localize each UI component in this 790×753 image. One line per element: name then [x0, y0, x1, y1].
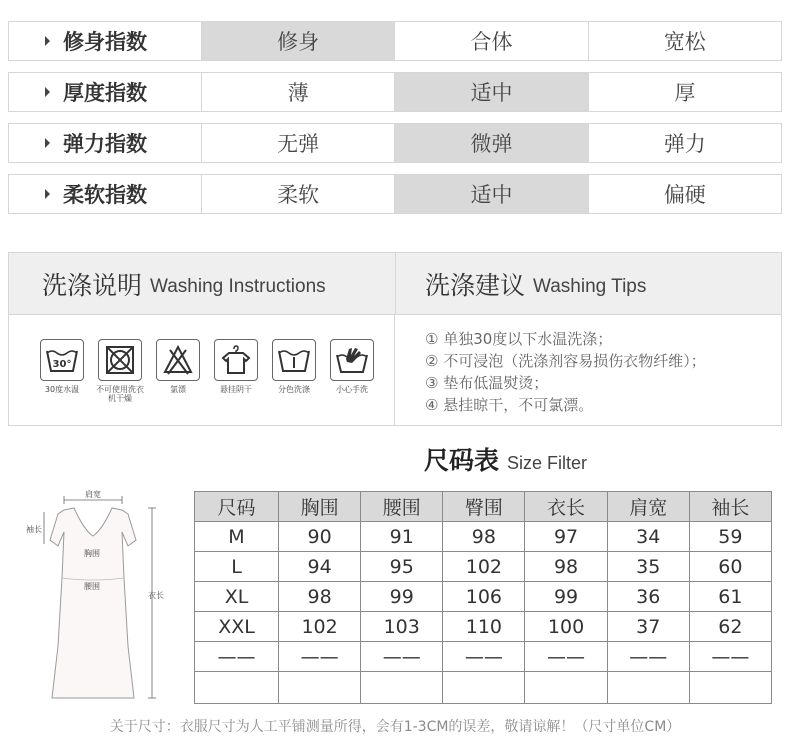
tip-line: ④ 悬挂晾干，不可氯漂。	[425, 396, 594, 414]
table-cell: 60	[689, 552, 771, 582]
table-cell: 98	[443, 522, 525, 552]
table-cell: 90	[279, 522, 361, 552]
separate-wash-icon	[272, 339, 316, 381]
diagram-label-shoulder: 肩宽	[85, 490, 101, 499]
table-cell: ——	[607, 642, 689, 672]
table-cell: L	[195, 552, 279, 582]
table-cell: XXL	[195, 612, 279, 642]
table-cell: 99	[525, 582, 607, 612]
washing-instructions-heading: 洗涤说明 Washing Instructions	[42, 270, 326, 300]
hang-dry-icon	[214, 339, 258, 381]
header-cell: 袖长	[689, 492, 771, 522]
diagram-label-chest: 胸围	[84, 549, 100, 558]
separate-wash-item: 分色洗涤	[265, 339, 323, 403]
hand-wash-icon	[330, 339, 374, 381]
diagram-label-waist: 腰围	[84, 582, 100, 591]
table-row	[195, 522, 772, 552]
hang-dry-item: 悬挂阴干	[207, 339, 265, 403]
triangle-bullet-icon	[45, 189, 50, 199]
size-table	[194, 491, 772, 704]
table-row	[195, 612, 772, 642]
index-row-thickness	[8, 72, 782, 112]
table-cell: 97	[525, 522, 607, 552]
dress-measurement-diagram	[22, 486, 180, 708]
wash-30-item: 30° 30度水温	[33, 339, 91, 403]
table-cell: 98	[279, 582, 361, 612]
table-row	[195, 642, 772, 672]
index-option: 微弹	[395, 124, 588, 162]
tip-line: ③ 垫布低温熨烫；	[425, 374, 549, 392]
no-tumble-dry-item: 不可使用洗衣机干燥	[91, 339, 149, 403]
triangle-bullet-icon	[45, 36, 50, 46]
index-option: 无弹	[202, 124, 395, 162]
index-option: 适中	[395, 175, 588, 213]
index-option: 偏硬	[663, 183, 706, 207]
table-cell: XL	[195, 582, 279, 612]
index-row-softness	[8, 174, 782, 214]
table-cell	[525, 672, 607, 704]
header-cell: 胸围	[279, 492, 361, 522]
table-cell: 103	[361, 612, 443, 642]
svg-text:30°: 30°	[52, 359, 72, 370]
table-cell	[279, 672, 361, 704]
table-cell: ——	[361, 642, 443, 672]
table-cell: 35	[607, 552, 689, 582]
table-cell: 98	[525, 552, 607, 582]
table-cell: ——	[525, 642, 607, 672]
header-cell: 尺码	[195, 492, 279, 522]
index-label: 厚度指数	[9, 73, 202, 111]
table-cell: 94	[279, 552, 361, 582]
size-note: 关于尺寸：衣服尺寸为人工平铺测量所得，会有1-3CM的误差，敬请谅解！（尺寸单位CM）	[109, 719, 681, 735]
header-cell: 肩宽	[607, 492, 689, 522]
table-cell: 34	[607, 522, 689, 552]
index-option: 修身	[202, 22, 395, 60]
table-row	[195, 552, 772, 582]
header-cell: 臀围	[443, 492, 525, 522]
dress-diagram-svg	[22, 486, 180, 708]
no-bleach-item: 氯漂	[149, 339, 207, 403]
table-cell: 62	[689, 612, 771, 642]
table-cell: M	[195, 522, 279, 552]
table-cell: ——	[443, 642, 525, 672]
wash-30-icon	[40, 339, 84, 381]
index-label: 柔软指数	[9, 175, 202, 213]
index-option: 合体	[395, 22, 588, 60]
table-cell: ——	[279, 642, 361, 672]
table-cell	[443, 672, 525, 704]
washing-tips-list	[425, 328, 706, 416]
table-cell	[195, 672, 279, 704]
no-bleach-icon	[156, 339, 200, 381]
table-cell	[361, 672, 443, 704]
index-option: 宽松	[663, 30, 706, 54]
table-cell: 100	[525, 612, 607, 642]
index-row-elasticity	[8, 123, 782, 163]
table-cell: 102	[279, 612, 361, 642]
triangle-bullet-icon	[45, 87, 50, 97]
table-cell: 59	[689, 522, 771, 552]
table-cell: 110	[443, 612, 525, 642]
index-option: 弹力	[663, 132, 706, 156]
no-tumble-dry-icon	[98, 339, 142, 381]
diagram-label-sleeve: 袖长	[26, 525, 42, 534]
index-option: 薄	[202, 73, 395, 111]
table-cell: 106	[443, 582, 525, 612]
index-row-fit	[8, 21, 782, 61]
header-cell: 腰围	[361, 492, 443, 522]
table-cell: 99	[361, 582, 443, 612]
index-option: 适中	[395, 73, 588, 111]
diagram-label-length: 衣长	[148, 591, 164, 600]
washing-panel	[8, 252, 782, 426]
washing-header	[9, 253, 781, 315]
index-label: 修身指数	[9, 22, 202, 60]
index-option: 厚	[674, 81, 696, 105]
washing-icons-area	[9, 315, 395, 425]
table-row	[195, 672, 772, 704]
size-table-header-row	[195, 492, 772, 522]
table-cell: 61	[689, 582, 771, 612]
washing-tips-heading: 洗涤建议 Washing Tips	[395, 253, 781, 314]
table-cell: 91	[361, 522, 443, 552]
index-label: 弹力指数	[9, 124, 202, 162]
tip-line: ① 单独30度以下水温洗涤；	[425, 330, 613, 348]
header-cell: 衣长	[525, 492, 607, 522]
table-cell: 36	[607, 582, 689, 612]
index-option: 柔软	[202, 175, 395, 213]
table-cell: 95	[361, 552, 443, 582]
table-cell: 102	[443, 552, 525, 582]
size-chart-title: 尺码表 Size Filter	[424, 446, 588, 475]
table-cell: 37	[607, 612, 689, 642]
table-cell: ——	[689, 642, 771, 672]
table-cell	[607, 672, 689, 704]
tip-line: ② 不可浸泡（洗涤剂容易损伤衣物纤维）；	[425, 352, 706, 370]
table-cell: ——	[195, 642, 279, 672]
triangle-bullet-icon	[45, 138, 50, 148]
table-cell	[689, 672, 771, 704]
table-row	[195, 582, 772, 612]
hand-wash-item: 小心手洗	[323, 339, 381, 403]
